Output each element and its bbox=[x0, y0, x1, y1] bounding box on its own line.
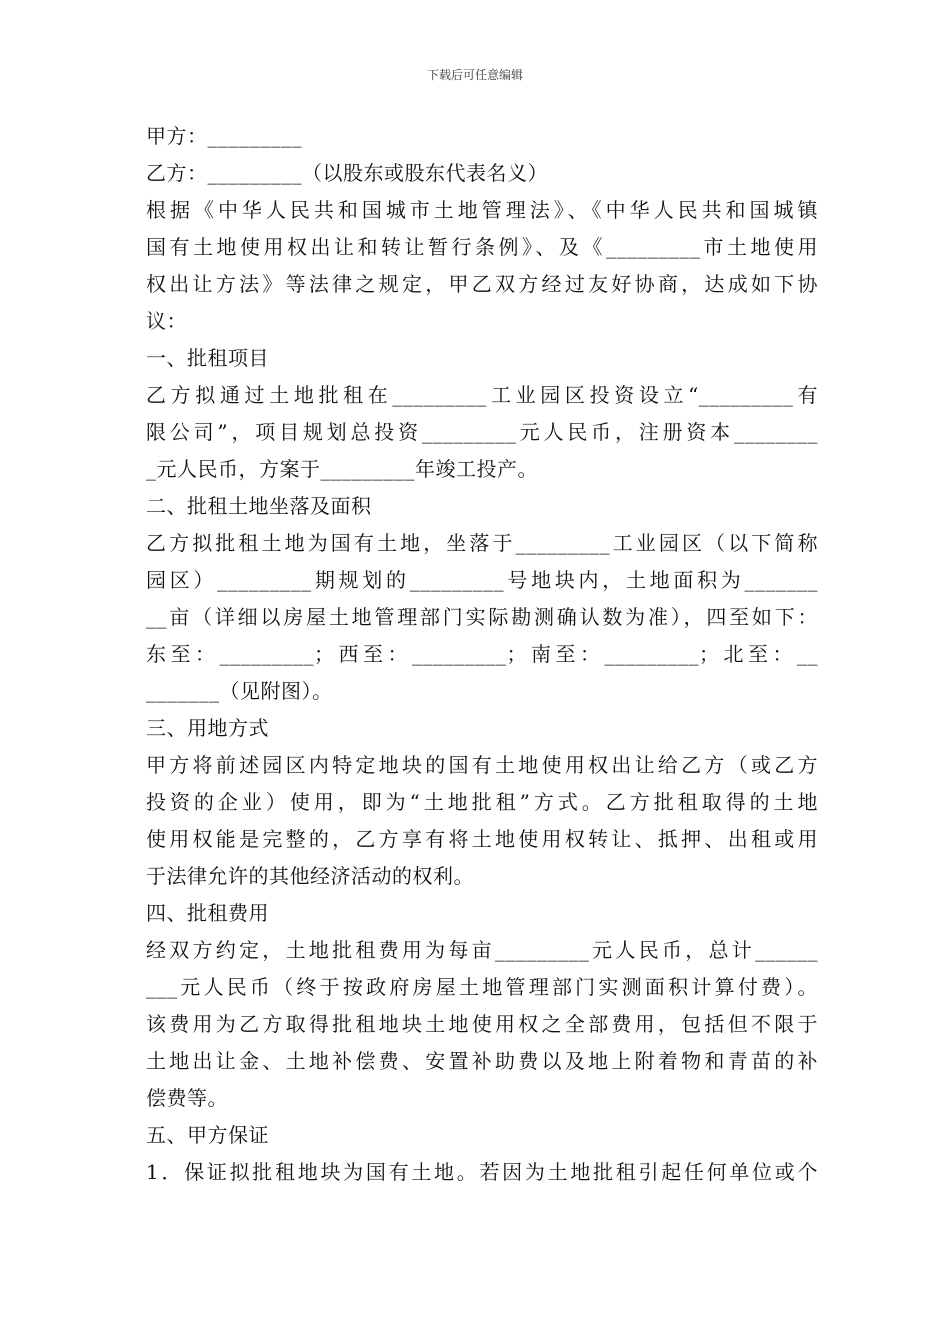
section-heading: 五、甲方保证 bbox=[146, 1123, 269, 1147]
paragraph-line: 偿费等。 bbox=[146, 1086, 228, 1110]
paragraph-line: 于法律允许的其他经济活动的权利。 bbox=[146, 864, 474, 888]
document-body bbox=[146, 118, 818, 1191]
paragraph-line: 1．保证拟批租地块为国有土地。若因为土地批租引起任何单位或个 bbox=[146, 1160, 818, 1184]
party-a-line: 甲方：_________ bbox=[146, 124, 302, 148]
preamble-line: 权出让方法》等法律之规定，甲乙双方经过友好协商，达成如下协 bbox=[146, 272, 818, 296]
paragraph-line: 使用权能是完整的，乙方享有将土地使用权转让、抵押、出租或用 bbox=[146, 827, 818, 851]
paragraph-line: 该费用为乙方取得批租地块土地使用权之全部费用，包括但不限于 bbox=[146, 1012, 818, 1036]
paragraph-line: 经双方约定，土地批租费用为每亩_________元人民币，总计______ bbox=[146, 938, 818, 962]
paragraph-line: 乙方拟批租土地为国有土地，坐落于_________工业园区（以下简称 bbox=[146, 531, 818, 555]
paragraph-line: ___元人民币（终于按政府房屋土地管理部门实测面积计算付费）。 bbox=[146, 975, 818, 999]
preamble-line: 议： bbox=[146, 309, 187, 333]
section-heading: 四、批租费用 bbox=[146, 901, 269, 925]
paragraph-line: 乙方拟通过土地批租在_________工业园区投资设立“_________有 bbox=[146, 383, 818, 407]
party-b-line: 乙方：_________（以股东或股东代表名义） bbox=[146, 161, 548, 185]
paragraph-line: 投资的企业）使用，即为“土地批租”方式。乙方批租取得的土地 bbox=[146, 790, 818, 814]
preamble-line: 国有土地使用权出让和转让暂行条例》、及《_________市土地使用 bbox=[146, 235, 818, 259]
paragraph-line: 甲方将前述园区内特定地块的国有土地使用权出让给乙方（或乙方 bbox=[146, 753, 818, 777]
paragraph-line: _______（见附图）。 bbox=[146, 679, 333, 703]
paragraph-line: __亩（详细以房屋土地管理部门实际勘测确认数为准），四至如下： bbox=[146, 605, 818, 629]
paragraph-line: 限公司”，项目规划总投资_________元人民币，注册资本________ bbox=[146, 420, 818, 444]
header-note: 下载后可任意编辑 bbox=[426, 68, 523, 82]
section-heading: 三、用地方式 bbox=[146, 716, 269, 740]
paragraph-line: _元人民币，方案于_________年竣工投产。 bbox=[146, 457, 538, 481]
paragraph-line: 土地出让金、土地补偿费、安置补助费以及地上附着物和青苗的补 bbox=[146, 1049, 818, 1073]
paragraph-line: 园区）_________期规划的_________号地块内，土地面积为_______ bbox=[146, 568, 818, 592]
preamble-line: 根据《中华人民共和国城市土地管理法》、《中华人民共和国城镇 bbox=[146, 198, 818, 222]
section-heading: 二、批租土地坐落及面积 bbox=[146, 494, 372, 518]
paragraph-line: 东至：_________；西至：_________；南至：_________；北至：__ bbox=[146, 642, 818, 666]
section-heading: 一、批租项目 bbox=[146, 346, 269, 370]
